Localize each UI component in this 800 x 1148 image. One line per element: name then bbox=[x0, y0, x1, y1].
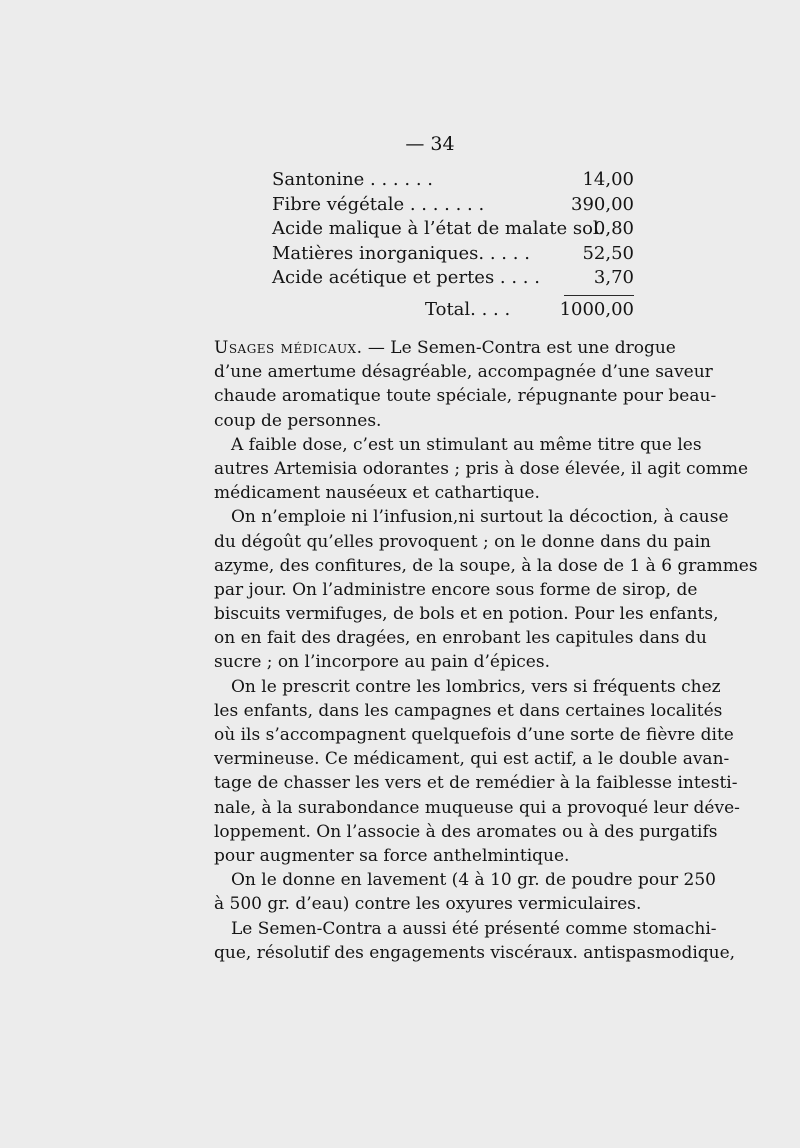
text-line bbox=[214, 820, 718, 844]
line-text: du dégoût qu’elles provoquent ; on le donne dans du pain bbox=[214, 531, 711, 552]
composition-row bbox=[272, 193, 634, 218]
text-line bbox=[214, 771, 738, 795]
text-line bbox=[214, 650, 671, 674]
text-line bbox=[214, 675, 721, 699]
text-line bbox=[214, 917, 717, 941]
composition-label: Acide acétique et pertes . . . . bbox=[272, 267, 540, 289]
line-text: chaude aromatique toute spéciale, répugnante pour beau- bbox=[214, 386, 717, 407]
line-text: médicament nauséeux et cathartique. bbox=[214, 483, 540, 504]
text-line bbox=[214, 844, 671, 868]
line-text: A faible dose, c’est un stimulant au même titre que les bbox=[231, 434, 702, 455]
section-heading: Usages médicaux. bbox=[214, 338, 363, 358]
composition-value: 3,70 bbox=[593, 267, 634, 289]
composition-value: 14,00 bbox=[582, 169, 634, 190]
line-text: par jour. On l’administre encore sous forme de sirop, de bbox=[214, 579, 698, 600]
text-line bbox=[214, 336, 676, 360]
total-row bbox=[425, 296, 634, 324]
line-text: que, résolutif des engagements viscéraux. antispasmodique, bbox=[214, 942, 736, 963]
line-text: tage de chasser les vers et de remédier à la faiblesse intesti- bbox=[214, 773, 738, 794]
line-text: sucre ; on l’incorpore au pain d’épices. bbox=[214, 652, 550, 673]
composition-value: 0,80 bbox=[593, 218, 634, 240]
text-line bbox=[214, 626, 707, 650]
line-text: On le prescrit contre les lombrics, vers si fréquents chez bbox=[231, 676, 721, 697]
text-line bbox=[214, 723, 734, 747]
composition-label: Fibre végétale . . . . . . . bbox=[272, 193, 485, 215]
line-text: On n’emploie ni l’infusion,ni surtout la décoction, à cause bbox=[231, 507, 729, 528]
line-text: vermineuse. Ce médicament, qui est actif, a le double avan- bbox=[214, 749, 730, 770]
composition-label: Acide malique à l’état de malate sol. bbox=[272, 218, 605, 240]
composition-table bbox=[272, 168, 634, 291]
total-value: 1000,00 bbox=[559, 299, 634, 320]
line-text: pour augmenter sa force anthelmintique. bbox=[214, 845, 570, 866]
text-line bbox=[214, 602, 719, 626]
line-text: les enfants, dans les campagnes et dans certaines localités bbox=[214, 700, 723, 721]
composition-row bbox=[272, 168, 634, 193]
line-text: loppement. On l’associe à des aromates ou à des purgatifs bbox=[214, 821, 718, 842]
text-line bbox=[214, 554, 758, 578]
line-text: azyme, des confitures, de la soupe, à la dose de 1 à 6 grammes bbox=[214, 555, 758, 576]
text-line bbox=[214, 409, 671, 433]
composition-value: 52,50 bbox=[582, 242, 634, 264]
total-label: Total. . . . bbox=[425, 299, 511, 320]
text-line bbox=[214, 505, 729, 529]
text-line bbox=[214, 699, 723, 723]
line-text: nale, à la surabondance muqueuse qui a provoqué leur déve- bbox=[214, 797, 740, 818]
text-line bbox=[214, 892, 671, 916]
line-text: à 500 gr. d’eau) contre les oxyures vermiculaires. bbox=[214, 894, 642, 915]
text-line bbox=[214, 796, 740, 820]
text-line bbox=[214, 481, 671, 505]
line-text: biscuits vermifuges, de bols et en potion. Pour les enfants, bbox=[214, 604, 719, 625]
text-line bbox=[214, 530, 711, 554]
composition-label: Matières inorganiques. . . . . bbox=[272, 242, 530, 264]
composition-row bbox=[272, 266, 634, 291]
composition-label: Santonine . . . . . . bbox=[272, 169, 433, 190]
line-text: — Le Semen-Contra est une drogue bbox=[362, 338, 676, 358]
composition-row bbox=[272, 217, 634, 242]
line-text: coup de personnes. bbox=[214, 410, 382, 431]
composition-row bbox=[272, 242, 634, 267]
text-line bbox=[214, 360, 713, 384]
line-text: où ils s’accompagnent quelquefois d’une sorte de fièvre dite bbox=[214, 725, 734, 745]
line-text: d’une amertume désagréable, accompagnée d’une saveur bbox=[214, 362, 713, 383]
text-line bbox=[214, 433, 702, 457]
line-text: on en fait des dragées, en enrobant les capitules dans du bbox=[214, 628, 707, 649]
text-line bbox=[214, 747, 730, 771]
composition-value: 390,00 bbox=[571, 193, 634, 215]
text-line bbox=[214, 578, 698, 602]
line-text: On le donne en lavement (4 à 10 gr. de poudre pour 250 bbox=[231, 870, 716, 891]
text-line bbox=[214, 457, 749, 481]
line-text: autres Artemisia odorantes ; pris à dose élevée, il agit comme bbox=[214, 458, 749, 479]
text-line bbox=[214, 941, 736, 965]
body-text bbox=[214, 336, 758, 965]
text-line bbox=[214, 384, 717, 408]
page-number: — 34 bbox=[405, 133, 455, 155]
line-text: Le Semen-Contra a aussi été présenté comme stomachi- bbox=[231, 918, 717, 939]
text-line bbox=[214, 868, 716, 892]
